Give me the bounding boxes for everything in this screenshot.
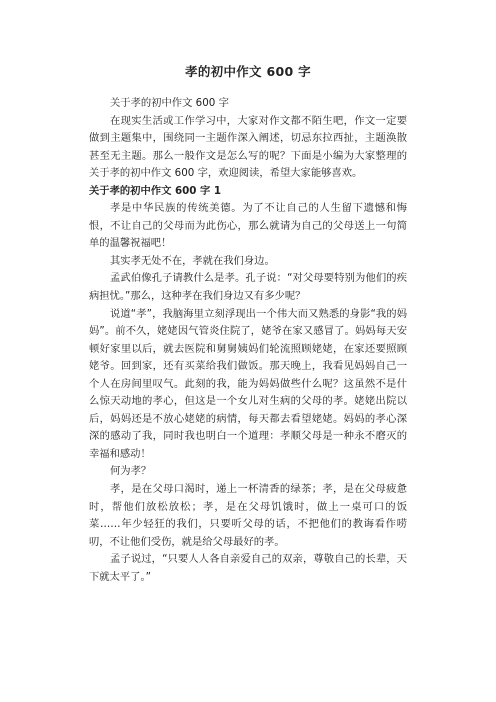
document-title: 孝的初中作文 600 字 [185,64,311,79]
section-heading: 关于孝的初中作文 600 字 1 [89,184,222,197]
body-paragraph: 何为孝？ [110,465,152,478]
body-paragraph: 孝，是在父母口渴时，递上一杯清香的绿茶；孝，是在父母疲惫时，帮他们放松放松；孝，是在父母饥饿时，做上一桌可口的饭菜……年少轻狂的我们，只要听父母的话，不把他们的教诲看作唠叨，不让他们受伤，就是给父母最好的孝。 [89,483,407,548]
document-body [89,95,407,586]
body-paragraph: 说道“孝”，我脑海里立刻浮现出一个伟大而又熟悉的身影“我的妈妈”。前不久，姥姥因气管炎住院了，姥爷在家又感冒了。妈妈每天安顿好家里以后，就去医院和舅舅姨妈们轮流照顾姥姥，在家还要照顾姥爷。回到家，还有买菜给我们做饭。那天晚上，我看见妈妈自己一个人在房间里叹气。此刻的我，能为妈妈做些什么呢？这虽然不是什么惊天动地的孝心，但这是一个女儿对生病的父母的孝。姥姥出院以后，妈妈还是不放心姥姥的病情，每天都去看望姥姥。妈妈的孝心深深的感动了我，同时我也明白一个道理：孝顺父母是一种永不磨灭的幸福和感动！ [89,307,407,460]
body-paragraph: 在现实生活或工作学习中，大家对作文都不陌生吧，作文一定要做到主题集中，围绕同一主题作深入阐述，切忌东拉西扯，主题涣散甚至无主题。那么一般作文是怎么写的呢？下面是小编为大家整理的关于孝的初中作文 600 字，欢迎阅读，希望大家能够喜欢。 [89,114,407,180]
body-paragraph: 其实孝无处不在，孝就在我们身边。 [110,254,275,267]
body-paragraph: 关于孝的初中作文 600 字 [110,97,229,109]
body-paragraph: 孝是中华民族的传统美德。为了不让自己的人生留下遗憾和悔恨，不让自己的父母而为此伤心，那么就请为自己的父母送上一句简单的温馨祝福吧！ [89,202,407,250]
body-paragraph: 孟子说过，“只要人人各自亲爱自己的双亲，尊敬自己的长辈，天下就太平了。” [89,553,407,583]
body-paragraph: 孟武伯像孔子请教什么是孝。孔子说：“对父母要特别为他们的疾病担忧。”那么，这种孝在我们身边又有多少呢？ [89,272,407,303]
